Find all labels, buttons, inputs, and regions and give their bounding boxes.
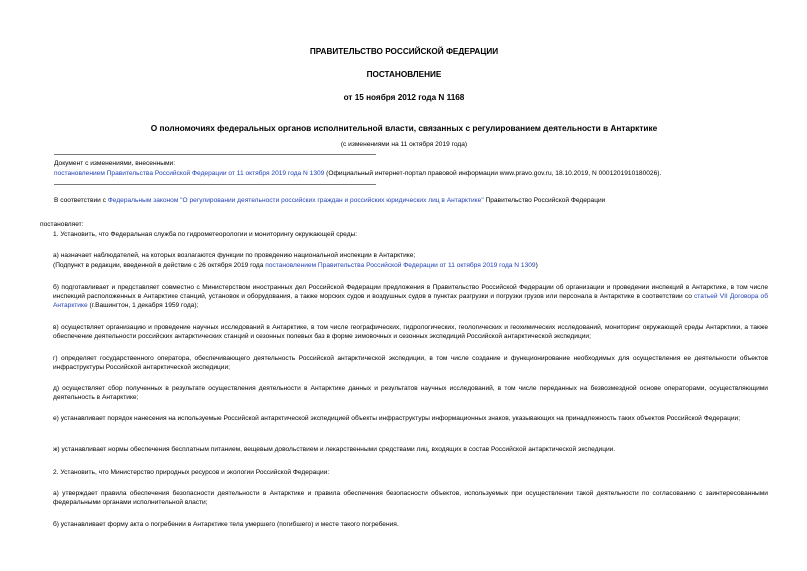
postanovlyaet: постановляет: [40, 221, 84, 228]
clause-1b-text-b: (г.Вашингтон, 1 декабря 1959 года); [87, 302, 199, 310]
federal-law-link[interactable]: Федеральным законом "О регулировании деятельности российских граждан и российских юридических лиц в Антарктике" [107, 197, 484, 204]
intro-text-a: В соответствии с [54, 197, 108, 204]
note-text-a: (Подпункт в редакции, введенной в действие с 26 октября 2019 года [53, 262, 266, 269]
doc-date-number: от 15 ноября 2012 года N 1168 [343, 93, 465, 102]
amend-rest: (Официальный интернет-портал правовой информации www.pravo.gov.ru, 18.10.2019, N 0001201910180026). [324, 170, 662, 177]
doc-title: О полномочиях федеральных органов исполнительной власти, связанных с регулированием деятельности в Антарктике [150, 123, 658, 133]
clause-1v: в) осуществляет организацию и проведение научных исследований в Антарктике, в том числе географических, гидрологических, геологических и геохимических исследований, мониторинг окружающей среды Антарктики, а также обеспечение деятельности российских антарктических станций и сезонных полевых баз в форме зимовочных и сезонных экспедиций Российской антарктической экспедиции; [53, 324, 768, 341]
clause-1a: а) назначает наблюдателей, на которых возлагаются функции по проведению национальной инспекции в Антарктике; [53, 252, 416, 259]
treaty-link[interactable]: статьей VII Договора об Антарктике [53, 293, 769, 310]
clause-1b [53, 283, 768, 311]
clause-2a: а) утверждает правила обеспечения безопасности деятельности в Антарктике и правила обеспечения безопасности объектов, используемых при осуществлении такой деятельности по согласованию с заинтересованными федеральными органами исполнительной власти; [53, 490, 768, 507]
divider-bottom [54, 184, 376, 185]
clause-2: 2. Установить, что Министерство природных ресурсов и экологии Российской Федерации: [53, 469, 330, 476]
intro-text-b: Правительство Российской Федерации [483, 197, 606, 204]
revision-note: (с изменениями на 11 октября 2019 года) [340, 141, 468, 148]
clause-2b: б) устанавливает форму акта о погребении в Антарктике тела умершего (погибшего) и месте такого погребения. [53, 521, 399, 528]
clause-1g: г) определяет государственного оператора, обеспечивающего деятельность Российской антарктической экспедиции, в том числе создание и функционирование необходимых для осуществления ее деятельности объектов инфраструктуры Российской антарктической экспедиции; [53, 355, 768, 372]
clause-1: 1. Установить, что Федеральная служба по гидрометеорологии и мониторингу окружающей среды: [53, 231, 358, 238]
clause-1b-text-a: б) подготавливает и представляет совместно с Министерством иностранных дел Российской Федерации предложения в Правительство Российской Федерации об организации и проведении инспекций в Антарктике, в том числе инспекций расположенных в Антарктике станций, установок и оборудования, а также морских судов и воздушных судов в пунктах разгрузки и погрузки грузов или персонала в Антарктике в соответствии со [53, 284, 768, 301]
amend-link[interactable]: постановлением Правительства Российской Федерации от 11 октября 2019 года N 1309 [54, 170, 325, 177]
amend-label: Документ с изменениями, внесенными: [54, 160, 176, 167]
clause-1e: е) устанавливает порядок нанесения на используемые Российской антарктической экспедицией объекты инфраструктуры информационных знаков, указывающих на принадлежность таких объектов Российской Федерации; [53, 415, 741, 422]
note-text-b: ) [535, 262, 538, 269]
note-link[interactable]: постановлением Правительства Российской Федерации от 11 октября 2019 года N 1309 [265, 262, 536, 269]
org-header: ПРАВИТЕЛЬСТВО РОССИЙСКОЙ ФЕДЕРАЦИИ [309, 47, 499, 56]
amend-line [54, 169, 769, 178]
clause-1a-note [53, 261, 768, 270]
clause-1d: д) осуществляет сбор полученных в результате осуществления деятельности в Антарктике данных и результатов научных исследований, в том числе переданных на безвозмездной основе операторами, осуществляющими деятельность в Антарктике; [53, 385, 768, 402]
clause-1zh: ж) устанавливает нормы обеспечения бесплатным питанием, вещевым довольствием и лекарственными средствами лиц, входящих в состав Российской антарктической экспедиции. [53, 446, 616, 453]
doc-type: ПОСТАНОВЛЕНИЕ [366, 70, 442, 79]
divider-top [54, 154, 376, 155]
intro-paragraph [54, 196, 769, 205]
